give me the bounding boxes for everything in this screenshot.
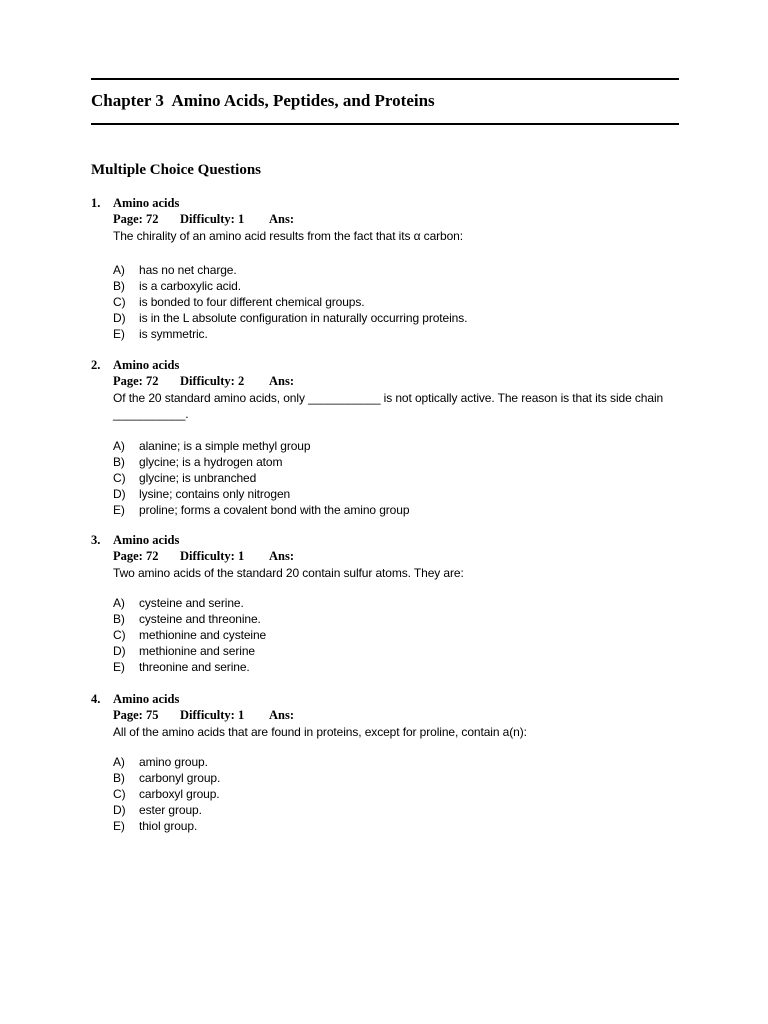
option-text: thiol group. [139, 819, 198, 833]
option-text: carboxyl group. [139, 787, 220, 801]
option-d [113, 802, 202, 818]
question-number: 1. [91, 196, 101, 210]
option-e [113, 326, 208, 342]
difficulty-label: Difficulty: 1 [180, 549, 245, 563]
option-letter: B) [113, 771, 125, 785]
option-e [113, 818, 197, 834]
question-topic: Amino acids [113, 692, 180, 706]
option-a [113, 262, 237, 278]
option-letter: D) [113, 311, 126, 325]
option-letter: D) [113, 487, 126, 501]
option-c [113, 294, 365, 310]
difficulty-label: Difficulty: 1 [180, 212, 245, 226]
page-label: Page: 75 [113, 708, 159, 722]
option-letter: A) [113, 755, 125, 769]
question-stem: Of the 20 standard amino acids, only ___________ is not optically active. The reason is that its side chain ___________. [113, 391, 664, 421]
option-d [113, 486, 290, 502]
question-stem: The chirality of an amino acid results from the fact that its α carbon: [113, 229, 463, 243]
page-label: Page: 72 [113, 212, 159, 226]
answer-label: Ans: [269, 549, 295, 563]
question-meta [113, 212, 294, 227]
option-c [113, 786, 220, 802]
question-stem: All of the amino acids that are found in proteins, except for proline, contain a(n): [113, 725, 527, 739]
question-stem: Two amino acids of the standard 20 contain sulfur atoms. They are: [113, 566, 464, 580]
difficulty-label: Difficulty: 2 [180, 374, 245, 388]
option-letter: D) [113, 644, 126, 658]
answer-label: Ans: [269, 708, 295, 722]
option-text: is bonded to four different chemical groups. [139, 295, 365, 309]
question-meta [113, 549, 294, 564]
page-label: Page: 72 [113, 549, 159, 563]
option-text: is a carboxylic acid. [139, 279, 241, 293]
option-text: alanine; is a simple methyl group [139, 439, 311, 453]
option-text: threonine and serine. [139, 660, 250, 674]
option-text: lysine; contains only nitrogen [139, 487, 291, 501]
option-c [113, 470, 256, 486]
option-d [113, 643, 255, 659]
section-title: Multiple Choice Questions [91, 162, 262, 178]
option-e [113, 659, 250, 675]
option-text: ester group. [139, 803, 202, 817]
answer-label: Ans: [269, 212, 295, 226]
option-letter: E) [113, 819, 125, 833]
option-letter: B) [113, 279, 125, 293]
difficulty-label: Difficulty: 1 [180, 708, 245, 722]
question-topic: Amino acids [113, 533, 180, 547]
option-letter: A) [113, 596, 125, 610]
option-text: glycine; is a hydrogen atom [139, 455, 283, 469]
question-number: 3. [91, 533, 101, 547]
option-letter: E) [113, 327, 125, 341]
option-text: amino group. [139, 755, 208, 769]
option-letter: C) [113, 628, 126, 642]
option-text: methionine and cysteine [139, 628, 267, 642]
option-letter: E) [113, 660, 125, 674]
option-a [113, 595, 244, 611]
option-text: methionine and serine [139, 644, 255, 658]
option-letter: C) [113, 787, 126, 801]
option-b [113, 454, 282, 470]
option-letter: B) [113, 612, 125, 626]
question-number: 2. [91, 358, 101, 372]
question-number: 4. [91, 692, 101, 706]
question-topic: Amino acids [113, 358, 180, 372]
option-text: carbonyl group. [139, 771, 221, 785]
option-b [113, 611, 261, 627]
option-text: has no net charge. [139, 263, 237, 277]
option-a [113, 438, 310, 454]
option-letter: C) [113, 471, 126, 485]
option-text: cysteine and serine. [139, 596, 244, 610]
option-a [113, 754, 208, 770]
title-underline-rule [91, 123, 679, 125]
option-b [113, 278, 241, 294]
answer-label: Ans: [269, 374, 295, 388]
option-letter: A) [113, 263, 125, 277]
option-d [113, 310, 467, 326]
question-meta [113, 708, 294, 723]
question-meta [113, 374, 294, 389]
option-text: is in the L absolute configuration in naturally occurring proteins. [139, 311, 468, 325]
option-text: is symmetric. [139, 327, 208, 341]
option-letter: D) [113, 803, 126, 817]
option-letter: A) [113, 439, 125, 453]
chapter-title: Chapter 3 Amino Acids, Peptides, and Proteins [91, 91, 435, 110]
top-rule [91, 78, 679, 80]
page-label: Page: 72 [113, 374, 159, 388]
option-letter: E) [113, 503, 125, 517]
option-letter: C) [113, 295, 126, 309]
option-text: glycine; is unbranched [139, 471, 257, 485]
question-topic: Amino acids [113, 196, 180, 210]
option-text: proline; forms a covalent bond with the amino group [139, 503, 410, 517]
option-letter: B) [113, 455, 125, 469]
option-c [113, 627, 266, 643]
option-text: cysteine and threonine. [139, 612, 261, 626]
option-e [113, 502, 409, 518]
option-b [113, 770, 220, 786]
